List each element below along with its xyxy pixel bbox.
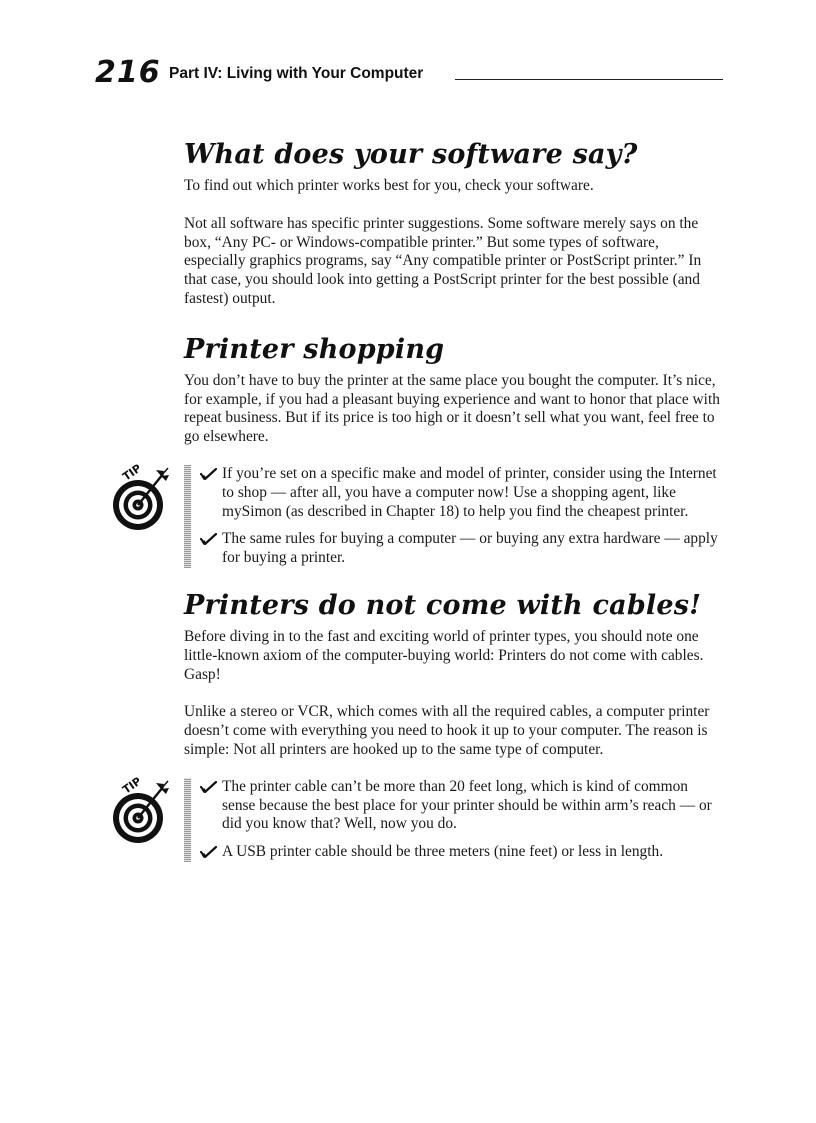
section-software xyxy=(184,138,724,309)
checkmark-icon xyxy=(200,781,217,793)
tip-list xyxy=(184,778,724,862)
tip-item xyxy=(200,530,724,568)
page-body xyxy=(120,138,724,883)
running-head: Part IV: Living with Your Computer xyxy=(169,65,424,82)
page-header xyxy=(95,56,723,92)
section-heading: Printer shopping xyxy=(184,333,445,365)
tip-block xyxy=(120,774,724,862)
paragraph: Unlike a stereo or VCR, which comes with all the required cables, a computer printer doesn’t come with everything you need to hook it up to your computer. The reason is simple: Not all printers are hooked up to the same type of computer. xyxy=(184,703,710,758)
tip-text: The printer cable can’t be more than 20 feet long, which is kind of common sense because the best place for your printer should be within arm’s reach — or did you know that? Well, now you do. xyxy=(222,777,712,833)
paragraph: You don’t have to buy the printer at the same place you bought the computer. It’s nice, for example, if you had a pleasant buying experience and want to honor that place with repeat business. But if its price is too high or it doesn’t sell what you want, feel free to go elsewhere. xyxy=(184,371,720,446)
tip-label: TIP xyxy=(120,461,144,484)
section-printer-shopping xyxy=(120,333,724,568)
tip-list xyxy=(184,465,724,568)
tip-item xyxy=(200,843,724,862)
tip-bar xyxy=(184,465,191,568)
checkmark-icon xyxy=(200,468,217,480)
tip-item xyxy=(200,778,724,834)
tip-text: The same rules for buying a computer — or buying any extra hardware — apply for buying a printer. xyxy=(222,530,718,567)
section-heading: Printers do not come with cables! xyxy=(184,589,702,621)
page-number: 216 xyxy=(95,55,161,90)
paragraph: To find out which printer works best for you, check your software. xyxy=(184,177,594,194)
paragraph: Not all software has specific printer suggestions. Some software merely says on the box, “Any PC- or Windows-compatible printer.” But some types of software, especially graphics programs, say “Any compatible printer or PostScript printer.” In that case, you should look into getting a PostScript printer for the best possible (and fastest) output. xyxy=(184,214,702,307)
checkmark-icon xyxy=(200,846,217,858)
section-heading: What does your software say? xyxy=(184,139,638,170)
tip-target-icon xyxy=(106,774,174,846)
tip-target-icon xyxy=(106,461,174,533)
paragraph: Before diving in to the fast and exciting world of printer types, you should note one little-known axiom of the computer-buying world: Printers do not come with cables. Gasp! xyxy=(184,627,704,683)
section-cables xyxy=(120,589,724,862)
tip-label: TIP xyxy=(120,774,144,797)
tip-text: A USB printer cable should be three meters (nine feet) or less in length. xyxy=(222,843,664,861)
tip-block xyxy=(120,461,724,568)
tip-text: If you’re set on a specific make and model of printer, consider using the Internet to shop — after all, you have a computer now! Use a shopping agent, like mySimon (as described in Chapter 18) to help you find the cheapest printer. xyxy=(222,464,717,520)
checkmark-icon xyxy=(200,533,217,545)
tip-item xyxy=(200,465,724,521)
header-rule xyxy=(455,79,723,80)
tip-bar xyxy=(184,778,191,862)
